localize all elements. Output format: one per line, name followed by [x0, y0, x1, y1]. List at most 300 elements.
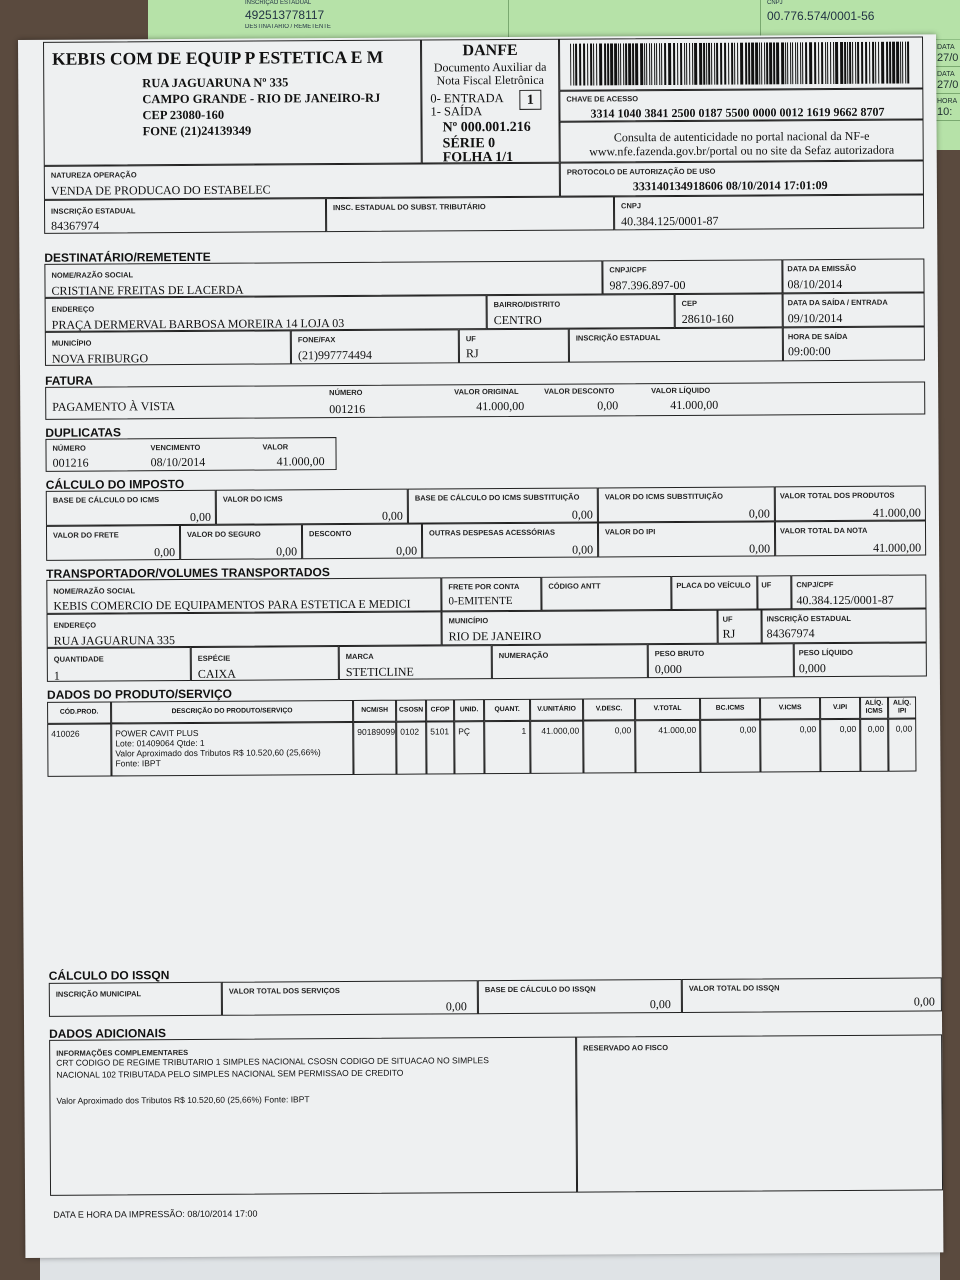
barcode-bar [714, 43, 715, 85]
barcode-bar [830, 42, 831, 84]
access-key-box [559, 88, 923, 121]
fisco-reserved-label: RESERVADO AO FISCO [583, 1043, 669, 1053]
barcode-bar [590, 43, 592, 85]
tax-value: 0,00 [571, 507, 593, 522]
barcode-bar [706, 43, 707, 85]
barcode-bar [711, 43, 712, 85]
emitter-phone: FONE (21)24139349 [142, 123, 252, 139]
net-weight: 0,000 [798, 661, 826, 676]
tax-value: 0,00 [276, 544, 298, 559]
recipient-cpf-label: CNPJ/CPF [609, 265, 647, 275]
barcode-bar [902, 42, 903, 84]
tax-section-title: CÁLCULO DO IMPOSTO [45, 476, 185, 492]
carrier-uf-box [757, 575, 791, 609]
tax-icms-st-base-box [408, 487, 598, 523]
carrier-ie-label: INSCRIÇÃO ESTADUAL [766, 613, 852, 624]
fisco-reserved-box [576, 1034, 943, 1192]
barcode-image [570, 42, 910, 86]
tax-value: 0,00 [748, 506, 770, 521]
additional-info-line-2: NACIONAL 102 TRIBUTADA PELO SIMPLES NACIONAL SEM PERMISSAO DE CREDITO [56, 1067, 404, 1080]
barcode-bar [769, 42, 772, 84]
barcode-bar [587, 44, 588, 86]
carrier-cnpj: 40.384.125/0001-87 [796, 592, 894, 608]
carrier-city-label: MUNICÍPIO [448, 616, 489, 626]
exit-date: 09/10/2014 [787, 310, 843, 326]
tax-insurance-box [180, 524, 302, 560]
tax-value: 0,00 [572, 542, 594, 557]
protocol-label: PROTOCOLO DE AUTORIZAÇÃO DE USO [566, 166, 716, 177]
recipient-cep-label: CEP [681, 298, 698, 308]
freight-label: FRETE POR CONTA [448, 581, 520, 592]
net-weight-label: PESO LÍQUIDO [798, 647, 853, 658]
barcode-bar [809, 42, 812, 84]
tax-label: VALOR DO ICMS [222, 494, 283, 504]
barcode-bar [644, 43, 645, 85]
recipient-name-box [44, 260, 602, 297]
barcode-bar [646, 43, 647, 85]
volume-brand: STETICLINE [345, 664, 414, 680]
recipient-city-box [45, 330, 291, 366]
barcode-bar [699, 43, 702, 85]
tax-label: VALOR DO ICMS SUBSTITUIÇÃO [604, 491, 724, 502]
carrier-address-label: ENDEREÇO [53, 620, 97, 630]
product-cell-discount: 0,00 [583, 720, 635, 773]
tax-value: 0,00 [381, 508, 403, 523]
product-header-cell: QUANT. [484, 699, 530, 721]
barcode-bar [878, 42, 879, 84]
barcode-bar [620, 43, 621, 85]
consult-line-2: www.nfe.fazenda.gov.br/portal ou no site da Sefaz autorizadora [589, 142, 895, 159]
background-side-item: HORA 10: [935, 94, 960, 121]
barcode-bar [787, 42, 788, 84]
danfe-number: Nº 000.001.216 [442, 119, 531, 136]
tax-label: VALOR TOTAL DOS PRODUTOS [779, 490, 895, 501]
exit-option: 1- SAÍDA [430, 104, 483, 119]
barcode-bar [781, 42, 784, 84]
barcode-bar [764, 42, 765, 84]
barcode-bar [785, 42, 786, 84]
product-header-cell: CÓD.PROD. [47, 701, 111, 723]
barcode-bar [833, 42, 834, 84]
additional-info-line-1: CRT CODIGO DE REGIME TRIBUTARIO 1 SIMPLES NACIONAL CSOSN CODIGO DE SITUACAO NO SIMPLES [56, 1055, 489, 1068]
recipient-uf-label: UF [465, 334, 476, 344]
product-cell-cfop: 5101 [426, 721, 454, 774]
barcode-bar [635, 43, 638, 85]
emitter-address: RUA JAGUARUNA Nº 335 [142, 75, 289, 91]
carrier-city-box [441, 610, 717, 646]
barcode-bar [668, 43, 671, 85]
duplicates-box [45, 437, 336, 472]
barcode-bar [684, 43, 685, 85]
duplicate-value-label: VALOR [262, 442, 289, 452]
barcode-bar [703, 43, 705, 85]
barcode-bar [892, 42, 895, 84]
barcode-bar [596, 43, 597, 85]
recipient-cep: 28610-160 [681, 311, 734, 326]
danfe-subtitle-1: Documento Auxiliar da [433, 59, 547, 75]
tax-label: VALOR DO FRETE [52, 530, 119, 540]
barcode-bar [907, 42, 909, 84]
entry-option: 0- ENTRADA [430, 91, 504, 106]
nature-label: NATUREZA OPERAÇÃO [50, 170, 137, 180]
invoice-number-label: NÚMERO [329, 387, 363, 398]
product-cell-unit: PÇ [454, 721, 484, 774]
carrier-cnpj-label: CNPJ/CPF [796, 580, 834, 590]
carrier-name-box [46, 577, 441, 613]
barcode-bar [654, 43, 655, 85]
invoice-number: 001216 [329, 401, 366, 417]
barcode-bar [680, 43, 682, 85]
emission-date: 08/10/2014 [787, 276, 843, 292]
barcode-bar [805, 42, 807, 84]
barcode-bar [708, 43, 710, 85]
invoice-discount-label: VALOR DESCONTO [544, 386, 615, 396]
product-cell-total: 41.000,00 [635, 720, 700, 773]
barcode-bar [889, 42, 891, 84]
product-header-cell: ALÍQ. ICMS [860, 697, 888, 719]
barcode-bar [855, 42, 856, 84]
tax-label: DESCONTO [308, 528, 352, 539]
recipient-address-label: ENDEREÇO [51, 304, 95, 314]
protocol-value: 333140134918606 08/10/2014 17:01:09 [632, 178, 828, 194]
barcode-bar [573, 44, 574, 86]
volume-qty-label: QUANTIDADE [53, 654, 104, 664]
cnpj-box [614, 194, 924, 230]
tax-ipi-box [598, 521, 775, 557]
emitter-cep: CEP 23080-160 [142, 107, 225, 123]
tax-discount-box [302, 524, 422, 560]
duplicate-number-label: NÚMERO [52, 443, 86, 453]
barcode-bar [728, 43, 729, 85]
product-cell-v-icms: 0,00 [760, 719, 820, 772]
barcode-bar [790, 42, 791, 84]
products-section-title: DADOS DO PRODUTO/SERVIÇO [46, 686, 232, 702]
barcode-bar [664, 43, 666, 85]
product-cell-aliq-ipi: 0,00 [888, 719, 916, 772]
product-header-cell: V.UNITÁRIO [530, 699, 583, 721]
invoice-original: 41.000,00 [476, 398, 525, 414]
background-side-strip [935, 40, 960, 150]
carrier-city: RIO DE JANEIRO [448, 628, 542, 644]
barcode-bar [607, 43, 609, 85]
ie-st-box [326, 196, 614, 232]
barcode-bar [628, 43, 631, 85]
barcode-bar [640, 43, 643, 85]
antt-box [541, 576, 671, 611]
recipient-section-title: DESTINATÁRIO/REMETENTE [44, 249, 211, 265]
emission-date-box [782, 258, 924, 293]
barcode-bar [797, 42, 798, 84]
barcode-bar [724, 43, 726, 85]
barcode-bar [905, 42, 906, 84]
barcode-bar [847, 42, 848, 84]
barcode-bar [865, 42, 867, 84]
additional-section-title: DADOS ADICIONAIS [49, 1026, 167, 1041]
barcode-bar [857, 42, 859, 84]
product-header-cell: NCM/SH [353, 700, 396, 722]
background-recipient-label: DESTINATÁRIO / REMETENTE [245, 24, 331, 30]
issqn-value-label: VALOR TOTAL DO ISSQN [688, 983, 780, 993]
recipient-district-box [487, 294, 675, 329]
emitter-city: CAMPO GRANDE - RIO DE JANEIRO-RJ [142, 90, 381, 107]
exit-date-label: DATA DA SAÍDA / ENTRADA [787, 297, 888, 308]
freight-value: 0-EMITENTE [448, 594, 513, 608]
background-middle-cell [508, 0, 758, 40]
exit-date-box [783, 292, 925, 327]
barcode-bar [716, 43, 718, 85]
background-cnpj-label: CNPJ [767, 0, 783, 6]
tax-label: VALOR DO IPI [604, 527, 656, 537]
volume-qty-box [47, 647, 191, 682]
carrier-address-box [47, 611, 442, 647]
municipal-registration-label: INSCRIÇÃO MUNICIPAL [55, 989, 142, 999]
cnpj-value: 40.384.125/0001-87 [621, 213, 719, 229]
barcode-bar [734, 43, 735, 85]
services-total-label: VALOR TOTAL DOS SERVIÇOS [228, 986, 340, 996]
barcode-bar [575, 44, 577, 86]
product-cell-v-ipi: 0,00 [820, 719, 860, 772]
duplicate-number: 001216 [52, 455, 89, 470]
tax-freight-box [46, 525, 180, 561]
tax-value: 41.000,00 [872, 505, 921, 520]
product-header-cell: V.IPI [820, 697, 860, 719]
issqn-value: 0,00 [913, 994, 935, 1009]
barcode-bar [814, 42, 816, 84]
issqn-base: 0,00 [649, 997, 671, 1012]
barcode-bar [692, 43, 693, 85]
product-desc-line: Fonte: IBPT [115, 758, 161, 769]
product-cell-aliq-icms: 0,00 [860, 719, 888, 772]
barcode-bar [827, 42, 828, 84]
product-desc-line: Lote: 01409064 Qtde: 1 [115, 737, 205, 749]
volume-brand-box [339, 645, 492, 680]
plate-label: PLACA DO VEÍCULO [676, 580, 751, 590]
product-header-cell: V.ICMS [760, 697, 820, 719]
barcode-bar [737, 43, 738, 85]
recipient-ie-label: INSCRIÇÃO ESTADUAL [575, 333, 661, 343]
nature-value: VENDA DE PRODUCAO DO ESTABELEC [50, 182, 271, 198]
barcode-bar [731, 43, 733, 85]
barcode-bar [694, 43, 697, 85]
print-timestamp: DATA E HORA DA IMPRESSÃO: 08/10/2014 17:00 [53, 1208, 258, 1220]
duplicate-value: 41.000,00 [276, 454, 325, 469]
tax-value: 0,00 [396, 543, 418, 558]
volume-qty: 1 [53, 668, 60, 683]
barcode-bar [651, 43, 652, 85]
recipient-name: CRISTIANE FREITAS DE LACERDA [51, 282, 244, 298]
services-total-box [222, 980, 478, 1016]
barcode-bar [861, 42, 863, 84]
emitter-box [43, 40, 422, 166]
background-ie-label: INSCRIÇÃO ESTADUAL [245, 0, 312, 6]
barcode-bar [795, 42, 796, 84]
invoice-discount: 0,00 [597, 398, 619, 413]
volume-numbering-box [492, 644, 648, 679]
barcode-bar [886, 42, 888, 84]
barcode-bar [881, 42, 884, 84]
tax-label: BASE DE CÁLCULO DO ICMS [52, 495, 160, 505]
net-weight-box [794, 642, 927, 677]
barcode-bar [720, 43, 722, 85]
recipient-phone-label: FONE/FAX [297, 335, 336, 345]
carrier-name-label: NOME/RAZÃO SOCIAL [53, 586, 136, 596]
recipient-address: PRAÇA DERMERVAL BARBOSA MOREIRA 14 LOJA 03 [51, 316, 345, 332]
access-key-value: 3314 1040 3841 2500 0187 5500 0000 0012 1619 9662 8707 [590, 104, 885, 121]
tax-label: OUTRAS DESPESAS ACESSÓRIAS [428, 527, 556, 538]
tax-value: 0,00 [749, 541, 771, 556]
tax-icms-value-box [216, 489, 408, 525]
tax-other-expenses-box [422, 522, 598, 558]
danfe-folha: FOLHA 1/1 [442, 149, 514, 166]
access-key-label: CHAVE DE ACESSO [566, 94, 639, 104]
tax-icms-base-box [46, 490, 216, 526]
recipient-phone: (21)997774494 [297, 347, 372, 363]
product-header-cell: CSOSN [396, 700, 426, 722]
recipient-district: CENTRO [493, 312, 542, 328]
duplicate-due: 08/10/2014 [150, 454, 206, 470]
product-cell-desc [111, 722, 353, 776]
carrier-address: RUA JAGUARUNA 335 [53, 633, 176, 648]
exit-hour-label: HORA DE SAÍDA [787, 331, 848, 342]
carrier-cnpj-box [791, 574, 926, 609]
product-header-cell: CFOP [426, 699, 454, 721]
product-cell-unit-value: 41.000,00 [530, 721, 583, 774]
recipient-cpf-box [602, 259, 782, 294]
barcode-bar [656, 43, 657, 85]
barcode-bar [776, 42, 779, 84]
product-cell-qty: 1 [484, 721, 530, 774]
tax-value: 0,00 [189, 509, 211, 524]
products-table [47, 696, 940, 776]
product-header-cell: BC.ICMS [700, 697, 760, 719]
recipient-city: NOVA FRIBURGO [51, 351, 149, 366]
exit-hour: 09:00:00 [787, 344, 831, 359]
barcode-bar [802, 42, 803, 84]
recipient-cep-box [675, 293, 783, 328]
barcode-bar [792, 42, 793, 84]
invoice-net-label: VALOR LÍQUIDO [651, 385, 711, 396]
danfe-serie: SÉRIE 0 [442, 136, 496, 152]
barcode-bar [632, 43, 634, 85]
barcode-bar [610, 43, 613, 85]
product-header-cell: V.TOTAL [635, 698, 700, 720]
barcode-bar [604, 43, 606, 85]
carrier-uf2-box [717, 609, 761, 643]
danfe-box [421, 39, 560, 164]
gross-weight-box [648, 643, 794, 678]
tax-label: VALOR DO SEGURO [186, 529, 261, 539]
barcode-bar [773, 42, 775, 84]
background-cnpj-value: 00.776.574/0001-56 [767, 9, 875, 23]
barcode-bar [766, 42, 768, 84]
recipient-phone-box [291, 329, 459, 364]
freight-box [441, 577, 541, 612]
tax-value: 41.000,00 [873, 540, 922, 555]
barcode-bar [579, 44, 581, 86]
tax-label: BASE DE CÁLCULO DO ICMS SUBSTITUIÇÃO [414, 492, 580, 503]
exit-hour-box [783, 326, 925, 361]
barcode-bar [761, 42, 762, 84]
barcode-bar [818, 42, 819, 84]
barcode-bar [844, 42, 846, 84]
barcode-bar [659, 43, 660, 85]
danfe-title: DANFE [462, 41, 518, 60]
barcode-bar [740, 43, 743, 85]
recipient-city-label: MUNICÍPIO [51, 338, 92, 348]
barcode-bar [825, 42, 826, 84]
barcode-bar [835, 42, 838, 84]
tax-total-products-box [775, 485, 926, 521]
invoice-net: 41.000,00 [670, 397, 719, 413]
barcode-bar [677, 43, 678, 85]
barcode-bar [614, 43, 617, 85]
barcode-bar [686, 43, 687, 85]
issqn-base-label: BASE DE CÁLCULO DO ISSQN [484, 984, 596, 995]
barcode-bar [872, 42, 874, 84]
barcode-bar [649, 43, 650, 85]
volume-species-label: ESPÉCIE [197, 653, 231, 663]
product-cell-bc-icms: 0,00 [700, 719, 760, 772]
barcode-bar [869, 42, 870, 84]
carrier-uf2-label: UF [722, 614, 733, 624]
barcode-bar [625, 43, 627, 85]
recipient-cpf: 987.396.897-00 [609, 277, 686, 293]
recipient-district-label: BAIRRO/DISTRITO [493, 299, 561, 310]
tax-icms-st-value-box [598, 486, 775, 522]
barcode-bar [748, 43, 750, 85]
duplicate-due-label: VENCIMENTO [150, 442, 201, 453]
consult-line-1: Consulta de autenticidade no portal nacional da NF-e [613, 128, 870, 145]
services-total: 0,00 [445, 999, 467, 1014]
plate-box [671, 575, 757, 610]
consult-box [560, 119, 924, 162]
ie-value: 84367974 [51, 218, 100, 233]
barcode-bar [689, 43, 690, 85]
background-side-item: DATA 27/0 [935, 40, 960, 67]
background-side-item: DATA 27/0 [935, 67, 960, 94]
recipient-name-label: NOME/RAZÃO SOCIAL [51, 270, 134, 280]
invoice-box [45, 381, 925, 419]
recipient-address-box [45, 295, 487, 332]
recipient-ie-box [569, 327, 783, 362]
invoice-original-label: VALOR ORIGINAL [454, 386, 519, 397]
nature-box [44, 163, 560, 200]
invoice-section-title: FATURA [45, 373, 93, 388]
barcode-bar [759, 42, 760, 84]
danfe-document [18, 34, 943, 1258]
volume-species-box [191, 646, 339, 681]
product-desc-line: POWER CAVIT PLUS [115, 727, 199, 739]
barcode-bar [840, 42, 843, 84]
barcode-box [559, 36, 923, 90]
tax-label: VALOR TOTAL DA NOTA [779, 525, 868, 536]
barcode-bar [900, 42, 901, 84]
barcode-bar [583, 44, 585, 86]
barcode-bar [755, 42, 758, 84]
additional-info-box [49, 1037, 577, 1196]
protocol-box [560, 160, 924, 196]
carrier-ie-box [761, 608, 926, 643]
invoice-payment: PAGAMENTO À VISTA [52, 399, 176, 414]
operation-type-box: 1 [519, 90, 541, 110]
recipient-uf: RJ [465, 346, 479, 361]
barcode-bar [896, 42, 899, 84]
municipal-registration-box [49, 982, 222, 1017]
barcode-bar [821, 42, 823, 84]
transport-section-title: TRANSPORTADOR/VOLUMES TRANSPORTADOS [46, 565, 330, 581]
barcode-bar [751, 43, 754, 85]
antt-label: CÓDIGO ANTT [548, 581, 601, 591]
